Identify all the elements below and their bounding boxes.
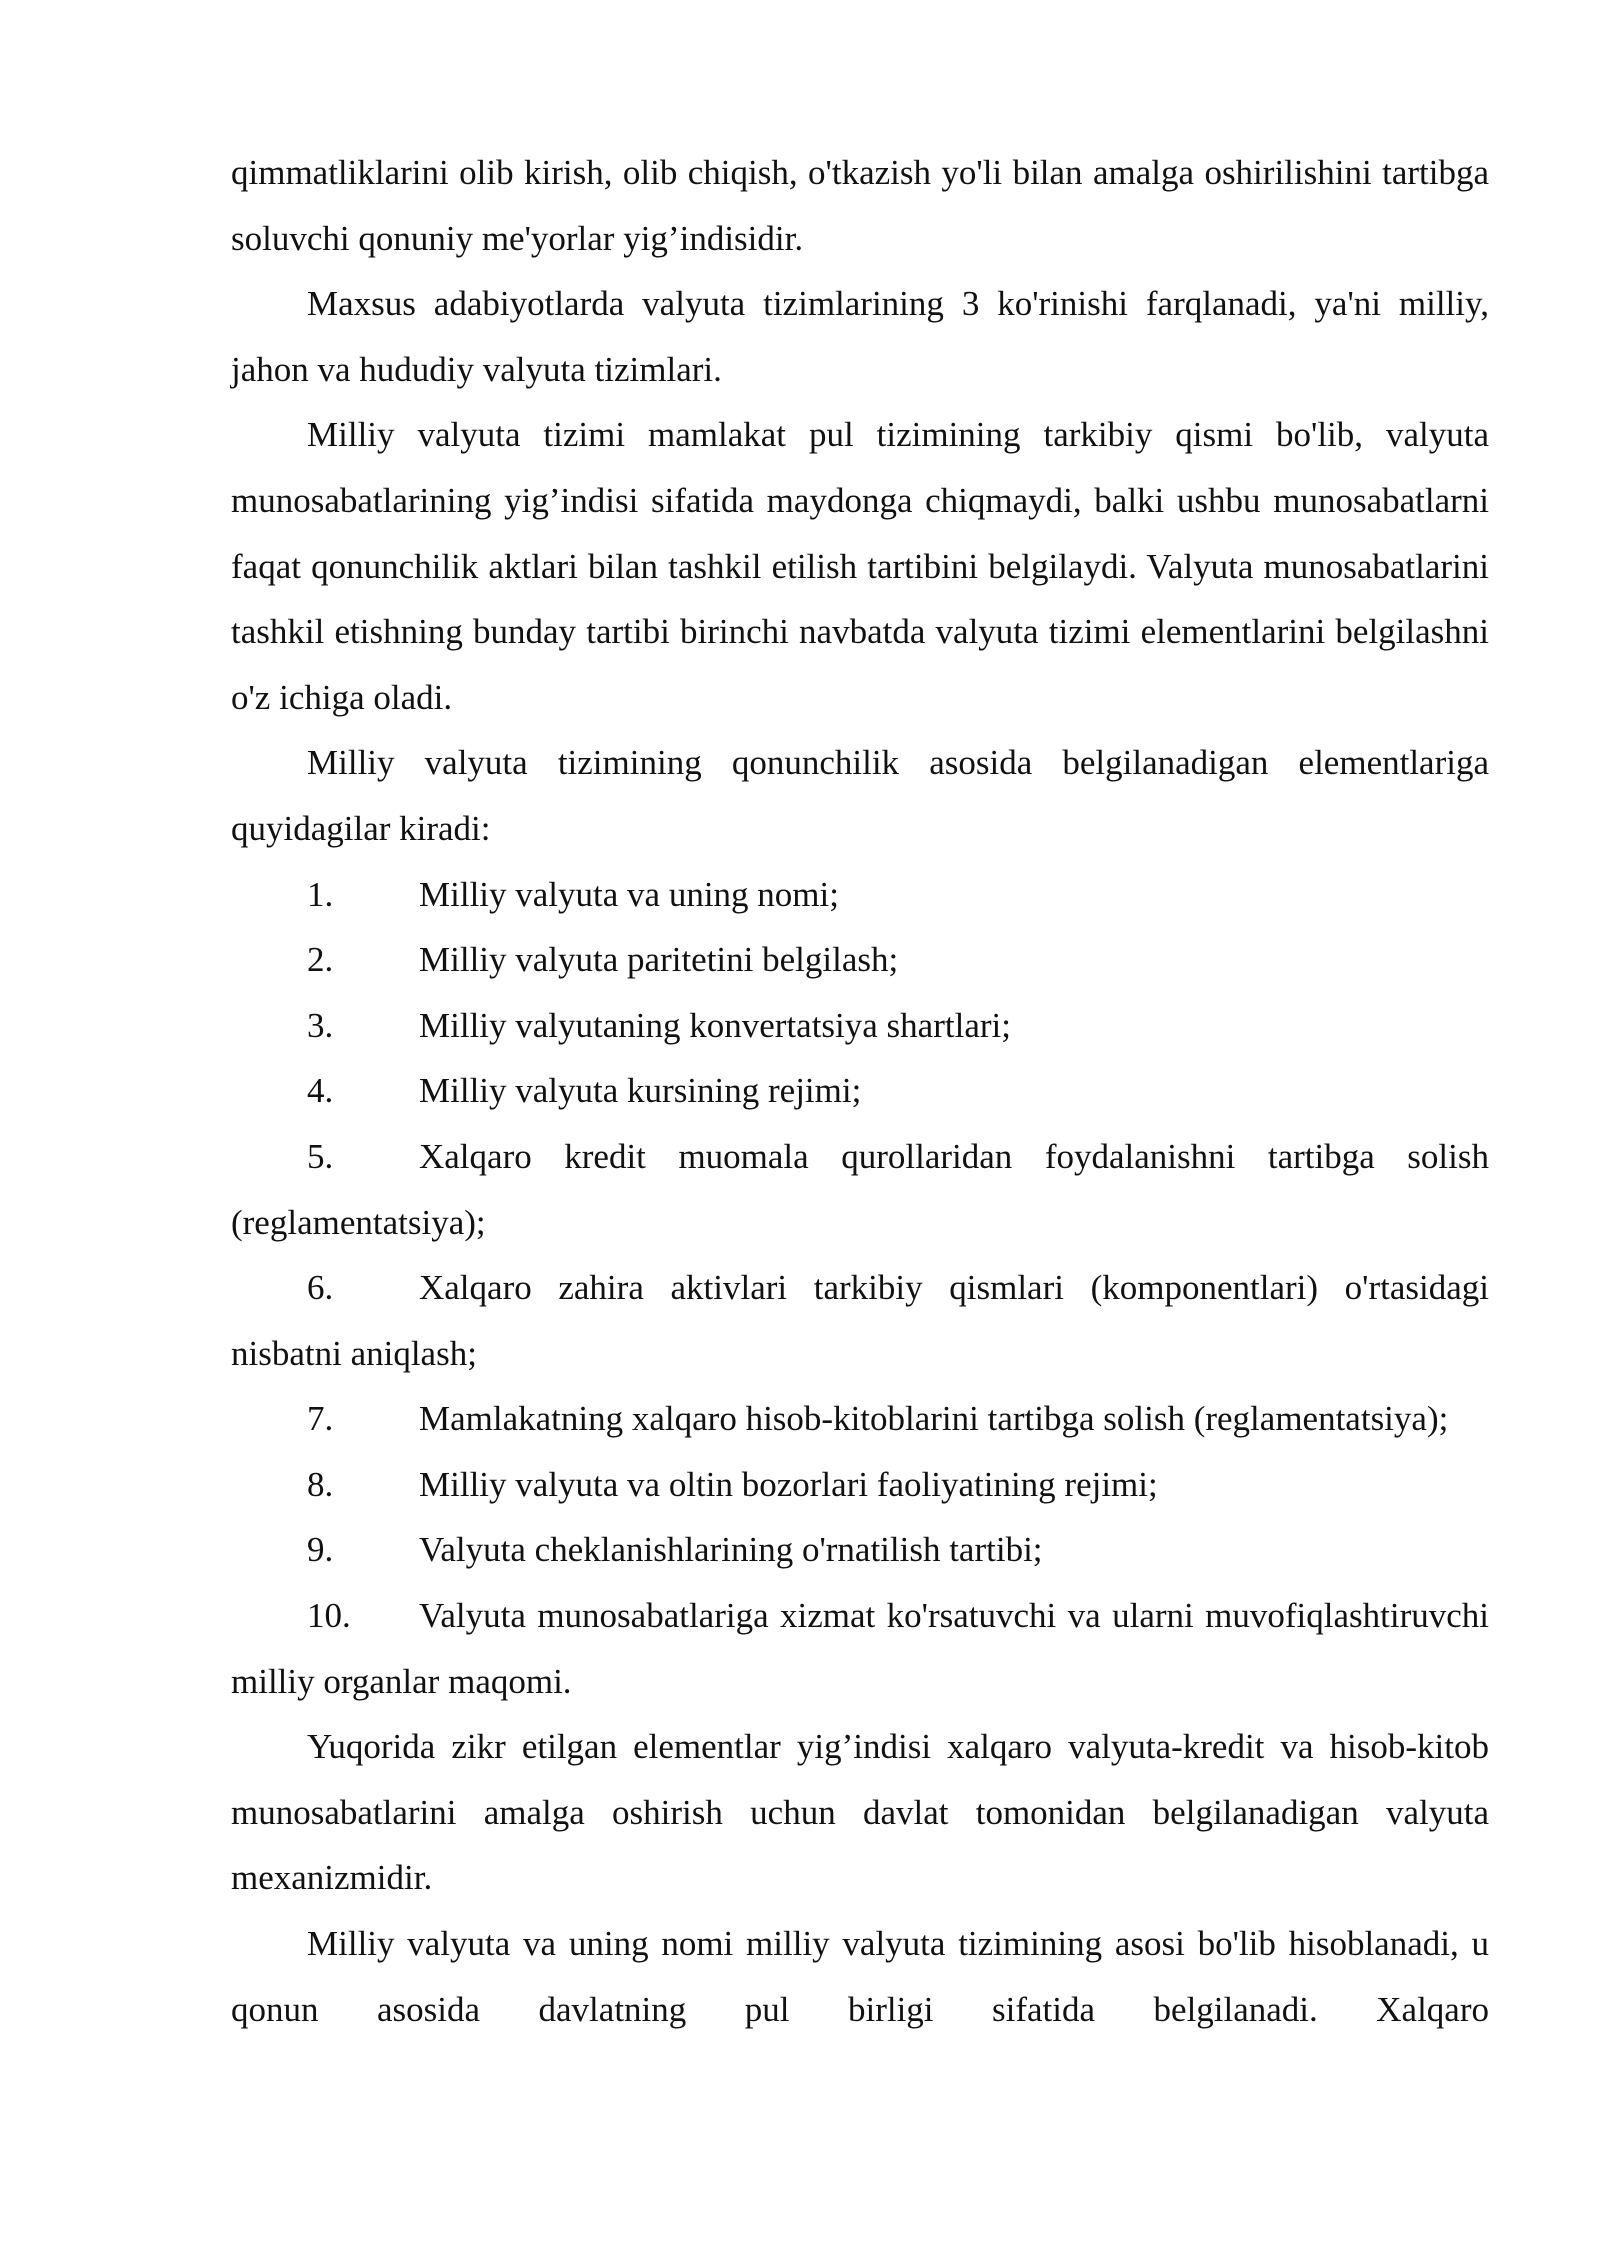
elements-list bbox=[231, 862, 1489, 1715]
list-text: Mamlakatning xalqaro hisob-kitoblarini tartibga solish (reglamentatsiya); bbox=[419, 1399, 1449, 1439]
list-number: 2. bbox=[307, 940, 334, 980]
list-text: Xalqaro kredit muomala qurollaridan foydalanishni tartibga solish (reglamentatsiya); bbox=[231, 1136, 1489, 1242]
list-item bbox=[231, 1386, 1489, 1452]
list-item bbox=[231, 1583, 1489, 1714]
list-number: 3. bbox=[307, 1005, 334, 1045]
list-text: Milliy valyuta va uning nomi; bbox=[419, 874, 839, 914]
list-number: 1. bbox=[307, 874, 334, 914]
paragraph-mechanism: Yuqorida zikr etilgan elementlar yig’indisi xalqaro valyuta-kredit va hisob-kitob munosabatlarini amalga oshirish uchun davlat tomonidan belgilanadigan valyuta mexanizmidir. bbox=[231, 1727, 1489, 1898]
list-item bbox=[231, 1517, 1489, 1583]
paragraph-continued: qimmatliklarini olib kirish, olib chiqish, o'tkazish yo'li bilan amalga oshirilishini tartibga soluvchi qonuniy me'yorlar yig’indisidir. bbox=[231, 153, 1489, 258]
list-text: Milliy valyuta va oltin bozorlari faoliyatining rejimi; bbox=[419, 1464, 1158, 1504]
list-number: 5. bbox=[307, 1136, 334, 1176]
list-text: Valyuta munosabatlariga xizmat ko'rsatuvchi va ularni muvofiqlashtiruvchi milliy organlar maqomi. bbox=[231, 1596, 1489, 1701]
list-number: 4. bbox=[307, 1071, 334, 1111]
list-number: 9. bbox=[307, 1530, 334, 1570]
list-number: 6. bbox=[307, 1268, 334, 1308]
list-item bbox=[231, 993, 1489, 1059]
list-text: Milliy valyutaning konvertatsiya shartlari; bbox=[419, 1005, 1011, 1045]
document-page bbox=[231, 140, 1489, 2042]
list-text: Xalqaro zahira aktivlari tarkibiy qismlari (komponentlari) o'rtasidagi nisbatni aniqlash; bbox=[231, 1268, 1489, 1373]
list-item bbox=[231, 1452, 1489, 1518]
paragraph-national-currency: Milliy valyuta va uning nomi milliy valyuta tizimining asosi bo'lib hisoblanadi, u qonun asosida davlatning pul birligi sifatida belgilanadi. Xalqaro bbox=[231, 1924, 1489, 2029]
list-text: Milliy valyuta paritetini belgilash; bbox=[419, 940, 899, 980]
paragraph-elements-intro: Milliy valyuta tizimining qonunchilik asosida belgilanadigan elementlariga quyidagilar kiradi: bbox=[231, 743, 1489, 848]
list-item bbox=[231, 1124, 1489, 1255]
list-item bbox=[231, 927, 1489, 993]
list-item bbox=[231, 1255, 1489, 1386]
list-item bbox=[231, 1058, 1489, 1124]
list-number: 7. bbox=[307, 1399, 334, 1439]
list-text: Milliy valyuta kursining rejimi; bbox=[419, 1071, 862, 1111]
list-number: 8. bbox=[307, 1464, 334, 1504]
list-text: Valyuta cheklanishlarining o'rnatilish tartibi; bbox=[419, 1530, 1043, 1570]
paragraph-valyuta-types: Maxsus adabiyotlarda valyuta tizimlarining 3 ko'rinishi farqlanadi, ya'ni milliy, jahon va hududiy valyuta tizimlari. bbox=[231, 284, 1489, 389]
list-number: 10. bbox=[307, 1596, 351, 1636]
paragraph-national-system: Milliy valyuta tizimi mamlakat pul tizimining tarkibiy qismi bo'lib, valyuta munosabatlarining yig’indisi sifatida maydonga chiqmaydi, balki ushbu munosabatlarni faqat qonunchilik aktlari bilan tashkil etilish tartibini belgilaydi. Valyuta munosabatlarini tashkil etishning bunday tartibi birinchi navbatda valyuta tizimi elementlarini belgilashni o'z ichiga oladi. bbox=[231, 415, 1489, 717]
list-item bbox=[231, 862, 1489, 928]
